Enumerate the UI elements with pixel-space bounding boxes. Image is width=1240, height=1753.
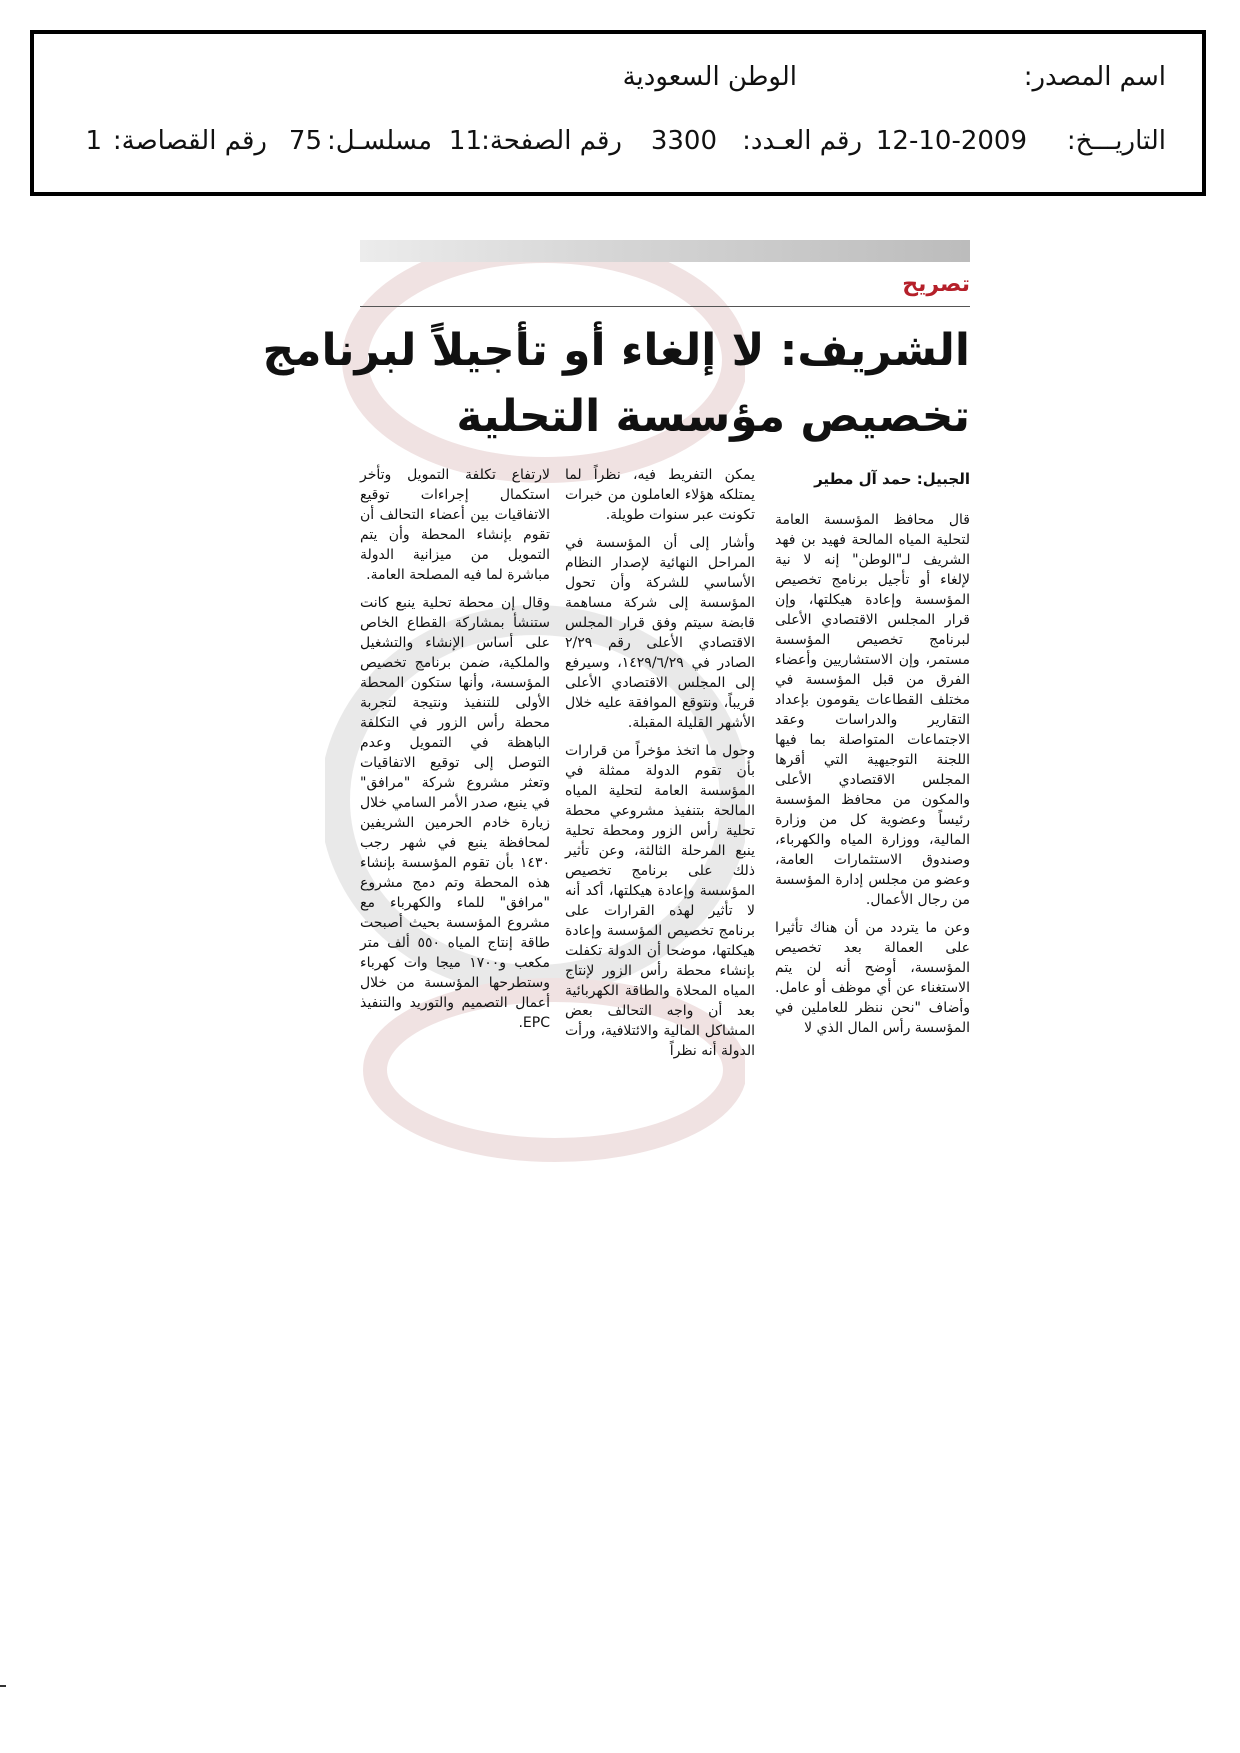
clip-number-label: رقم القصاصة: <box>112 126 267 156</box>
source-label: اسم المصدر: <box>1023 62 1166 92</box>
newspaper-clipping <box>262 240 970 1180</box>
section-label: تصريح <box>902 272 970 297</box>
issue-label: رقم العـدد: <box>742 126 862 156</box>
clip-number-value: 1 <box>85 126 102 156</box>
article-column-2 <box>565 465 755 1069</box>
paragraph: وحول ما اتخذ مؤخراً من قرارات بأن تقوم الدولة ممثلة في المؤسسة العامة لتحلية المياه المالحة بتنفيذ مشروعي محطة تحلية رأس الزور ومحطة تحلية ينبع المرحلة الثالثة، وعن تأثير ذلك على برنامج تخصيص المؤسسة وإعادة هيكلتها، أكد أنه لا تأثير لهذه القرارات على برنامج تخصيص المؤسسة وإعادة هيكلتها، موضحا أن الدولة تكفلت بإنشاء محطة رأس الزور لإنتاج المياه المحلاة والطاقة الكهربائية بعد أن واجه التحالف بعض المشاكل المالية والائتلافية، ورأت الدولة أنه نظراً <box>565 743 755 1059</box>
paragraph: وقال إن محطة تحلية ينبع كانت ستنشأ بمشاركة القطاع الخاص على أساس الإنشاء والتشغيل والملكية، ضمن برنامج تخصيص المؤسسة، وأنها ستكون المحطة الأولى للتنفيذ ونتيجة لتجربة محطة رأس الزور في التكلفة الباهظة في التمويل وعدم التوصل إلى توقيع الاتفاقيات وتعثر مشروع شركة "مرافق" في ينبع، صدر الأمر السامي خلال زيارة خادم الحرمين الشريفين لمحافظة ينبع في شهر رجب ١٤٣٠ بأن تقوم المؤسسة بإنشاء هذه المحطة وتم دمج مشروع "مرافق" للماء والكهرباء مع مشروع المؤسسة بحيث أصبحت طاقة إنتاج المياه ٥٥٠ ألف متر مكعب و١٧٠٠ ميجا وات كهرباء وستطرحها المؤسسة من خلال أعمال التصميم والتوريد والتنفيذ EPC. <box>360 595 551 1031</box>
headline-line-1: الشريف: لا إلغاء أو تأجيلاً لبرنامج <box>262 325 970 376</box>
clipping-info-box <box>30 30 1206 196</box>
paragraph: لارتفاع تكلفة التمويل وتأخر استكمال إجراءات توقيع الاتفاقيات بين أعضاء التحالف أن تقوم بإنشاء المحطة وأن يتم التمويل من ميزانية الدولة مباشرة لما فيه المصلحة العامة. <box>360 467 550 583</box>
section-header-band <box>360 240 970 262</box>
margin-mark <box>0 1685 6 1687</box>
paragraph: قال محافظ المؤسسة العامة لتحلية المياه المالحة فهيد بن فهد الشريف لـ"الوطن" إنه لا نية لإلغاء أو تأجيل برنامج تخصيص المؤسسة وإعادة هيكلتها، وإن قرار المجلس الاقتصادي الأعلى لبرنامج تخصيص المؤسسة مستمر، وإن الاستشاريين وأعضاء الفرق من قبل المؤسسة في مختلف القطاعات يقومون بإعداد التقارير والدراسات وعقد الاجتماعات المتواصلة بما فيها اللجنة التوجيهية التي أقرها المجلس الاقتصادي الأعلى والمكون من محافظ المؤسسة رئيساً وعضوية كل من وزارة المالية، ووزارة المياه والكهرباء، وصندوق الاستثمارات العامة، وعضو من مجلس إدارة المؤسسة من رجال الأعمال. <box>775 512 970 908</box>
paragraph: وعن ما يتردد من أن هناك تأثيرا على العمالة بعد تخصيص المؤسسة، أوضح أنه لن يتم الاستغناء عن أي موظف أو عامل. وأضاف "نحن ننظر للعاملين في المؤسسة رأس المال الذي لا <box>775 920 970 1036</box>
serial-label: مسلسـل: <box>327 126 432 156</box>
article-column-1 <box>775 510 970 1046</box>
page-label: رقم الصفحة: <box>481 126 622 156</box>
date-label: التاريـــخ: <box>1066 126 1166 156</box>
issue-value: 3300 <box>650 126 717 156</box>
page-value: 11 <box>448 126 482 156</box>
article-byline: الجبيل: حمد آل مطير <box>814 470 970 488</box>
section-divider <box>360 306 970 307</box>
article-column-3 <box>360 465 550 1041</box>
paragraph: يمكن التفريط فيه، نظراً لما يمتلكه هؤلاء العاملون من خبرات تكونت عبر سنوات طويلة. <box>565 467 755 523</box>
headline-line-2: تخصيص مؤسسة التحلية <box>456 391 970 442</box>
date-value: 12-10-2009 <box>875 126 1027 156</box>
serial-value: 75 <box>288 126 322 156</box>
paragraph: وأشار إلى أن المؤسسة في المراحل النهائية لإصدار النظام الأساسي للشركة وأن تحول المؤسسة إلى شركة مساهمة قابضة سيتم وفق قرار المجلس الاقتصادي الأعلى رقم ٢/٢٩ الصادر في ١٤٢٩/٦/٢٩، وسيرفع إلى المجلس الاقتصادي الأعلى قريباً، ونتوقع الموافقة عليه خلال الأشهر القليلة المقبلة. <box>565 535 755 731</box>
article-headline <box>262 318 970 450</box>
source-value: الوطن السعودية <box>622 62 797 92</box>
